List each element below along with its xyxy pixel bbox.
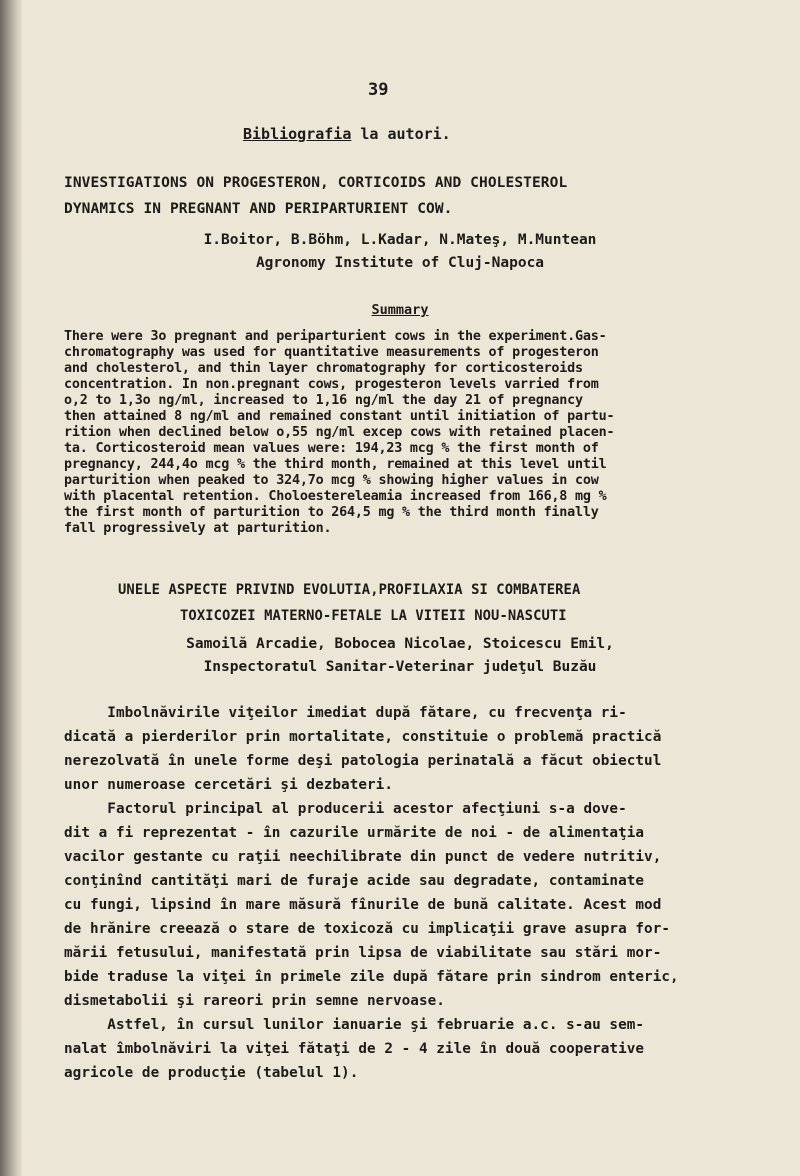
- body-line: mării fetusului, manifestată prin lipsa de viabilitate sau stări mor-: [64, 945, 662, 961]
- body-line: Astfel, în cursul lunilor ianuarie şi februarie a.c. s-au sem-: [64, 1017, 645, 1033]
- article-1-institution: Agronomy Institute of Cluj-Napoca: [255, 255, 545, 271]
- body-line: conţinînd cantităţi mari de furaje acide sau degradate, contaminate: [64, 873, 645, 889]
- body-line: dismetabolii şi rareori prin semne nervoase.: [64, 993, 445, 1009]
- summary-line: the first month of parturition to 264,5 mg % the third month finally: [64, 505, 599, 520]
- bibliography-heading-rest: la autori.: [351, 125, 451, 143]
- article-1-title-line: INVESTIGATIONS ON PROGESTERON, CORTICOIDS AND CHOLESTEROL: [64, 175, 568, 191]
- body-line: Factorul principal al producerii acestor afecţiuni s-a dove-: [64, 801, 627, 817]
- summary-line: with placental retention. Choloestereleamia increased from 166,8 mg %: [64, 489, 607, 504]
- summary-line: fall progressively at parturition.: [64, 521, 332, 536]
- summary-line: parturition when peaked to 324,7o mcg % showing higher values in cow: [64, 473, 599, 488]
- article-1-authors: I.Boitor, B.Böhm, L.Kadar, N.Mateş, M.Muntean: [203, 232, 597, 248]
- body-line: dit a fi reprezentat - în cazurile urmărite de noi - de alimentaţia: [64, 825, 645, 841]
- page-number: 39: [368, 80, 389, 100]
- summary-line: concentration. In non.pregnant cows, progesteron levels varried from: [64, 377, 599, 392]
- article-2-title-line: UNELE ASPECTE PRIVIND EVOLUTIA,PROFILAXIA SI COMBATEREA: [118, 582, 581, 598]
- body-line: bide traduse la viţei în primele zile după fătare prin sindrom enteric,: [64, 969, 679, 985]
- article-2-institution: Inspectoratul Sanitar-Veterinar judeţul Buzău: [203, 659, 597, 675]
- article-2-authors: Samoilă Arcadie, Bobocea Nicolae, Stoicescu Emil,: [186, 636, 614, 652]
- summary-line: rition when declined below o,55 ng/ml excep cows with retained placen-: [64, 425, 615, 440]
- summary-line: o,2 to 1,3o ng/ml, increased to 1,16 ng/ml the day 21 of pregnancy: [64, 393, 583, 408]
- body-line: nalat îmbolnăviri la viţei fătaţi de 2 - 4 zile în două cooperative: [64, 1041, 645, 1057]
- article-2-title-line: TOXICOZEI MATERNO-FETALE LA VITEII NOU-NASCUTI: [180, 608, 567, 624]
- summary-line: and cholesterol, and thin layer chromatography for corticosteroids: [64, 361, 583, 376]
- body-line: nerezolvată în unele forme deşi patologia perinatală a făcut obiectul: [64, 753, 662, 769]
- body-line: unor numeroase cercetări şi dezbateri.: [64, 777, 393, 793]
- bibliography-heading-underlined: Bibliografia: [243, 125, 352, 143]
- summary-heading: Summary: [371, 302, 429, 318]
- summary-line: then attained 8 ng/ml and remained constant until initiation of partu-: [64, 409, 615, 424]
- page-binding-shadow: [0, 0, 22, 1176]
- body-line: agricole de producţie (tabelul 1).: [64, 1065, 359, 1081]
- body-line: cu fungi, lipsind în mare măsură fînurile de bună calitate. Acest mod: [64, 897, 662, 913]
- body-line: Imbolnăvirile viţeilor imediat după fătare, cu frecvenţa ri-: [64, 705, 627, 721]
- summary-line: pregnancy, 244,4o mcg % the third month, remained at this level until: [64, 457, 607, 472]
- summary-line: There were 3o pregnant and periparturient cows in the experiment.Gas-: [64, 329, 607, 344]
- body-line: de hrănire creează o stare de toxicoză cu implicaţii grave asupra for-: [64, 921, 671, 937]
- bibliography-heading: [243, 125, 451, 143]
- summary-line: chromatography was used for quantitative measurements of progesteron: [64, 345, 599, 360]
- summary-line: ta. Corticosteroid mean values were: 194,23 mcg % the first month of: [64, 441, 599, 456]
- article-1-title-line: DYNAMICS IN PREGNANT AND PERIPARTURIENT COW.: [64, 201, 453, 217]
- body-line: dicată a pierderilor prin mortalitate, constituie o problemă practică: [64, 729, 662, 745]
- body-line: vacilor gestante cu raţii neechilibrate din punct de vedere nutritiv,: [64, 849, 662, 865]
